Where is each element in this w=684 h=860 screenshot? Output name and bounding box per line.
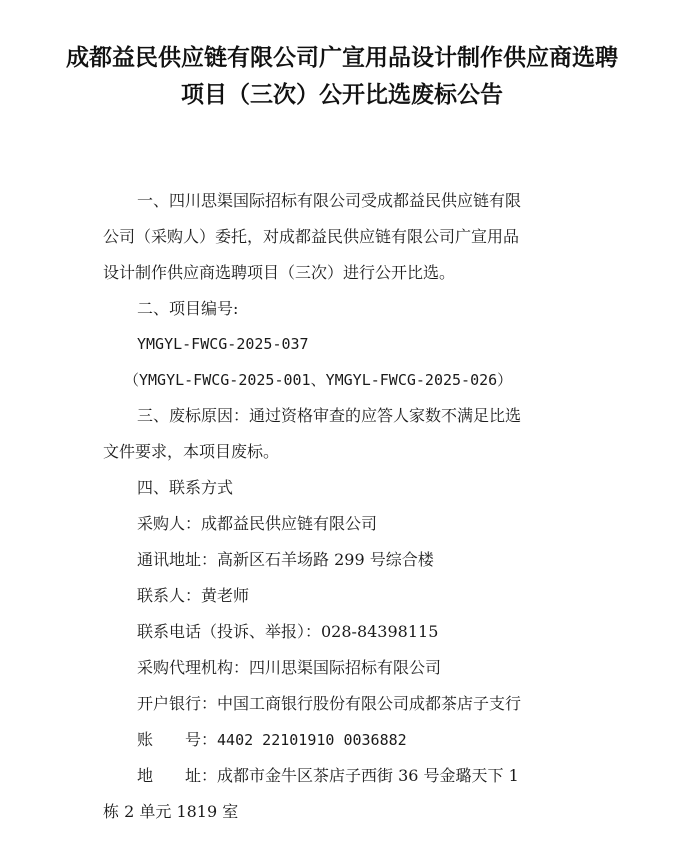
address-label: 地 址： [137, 766, 218, 785]
page-title: 成都益民供应链有限公司广宣用品设计制作供应商选聘项目（三次）公开比选废标公告 [66, 45, 618, 108]
phone-line: 联系电话（投诉、举报）：028-84398115 [137, 622, 439, 641]
account-label: 账 号： [137, 730, 218, 749]
account-line [137, 729, 407, 751]
section1-line1: 一、四川思渠国际招标有限公司受成都益民供应链有限 [137, 191, 522, 210]
section3-line1: 三、废标原因：通过资格审查的应答人家数不满足比选 [137, 406, 522, 425]
section4-heading: 四、联系方式 [137, 478, 234, 497]
section3-line2: 文件要求，本项目废标。 [103, 442, 280, 461]
agency-line: 采购代理机构：四川思渠国际招标有限公司 [137, 658, 442, 677]
bank-line: 开户银行：中国工商银行股份有限公司成都茶店子支行 [137, 694, 522, 713]
previous-project-codes: （YMGYL-FWCG-2025-001、YMGYL-FWCG-2025-026） [124, 371, 513, 389]
purchaser-line: 采购人：成都益民供应链有限公司 [137, 514, 378, 533]
address-value: 成都市金牛区茶店子西街 36 号金璐天下 1 [217, 766, 519, 785]
contact-person-line: 联系人：黄老师 [137, 586, 250, 605]
account-number: 4402 22101910 0036882 [217, 731, 407, 749]
section1-line3: 设计制作供应商选聘项目（三次）进行公开比选。 [103, 263, 456, 282]
project-code: YMGYL-FWCG-2025-037 [137, 335, 309, 353]
section2-heading: 二、项目编号: [137, 299, 239, 318]
address-line [137, 765, 519, 787]
address-continuation: 栋 2 单元 1819 室 [103, 802, 239, 821]
section1-line2: 公司（采购人）委托，对成都益民供应链有限公司广宣用品 [103, 227, 520, 246]
communication-address-line: 通讯地址：高新区石羊场路 299 号综合楼 [137, 550, 434, 569]
